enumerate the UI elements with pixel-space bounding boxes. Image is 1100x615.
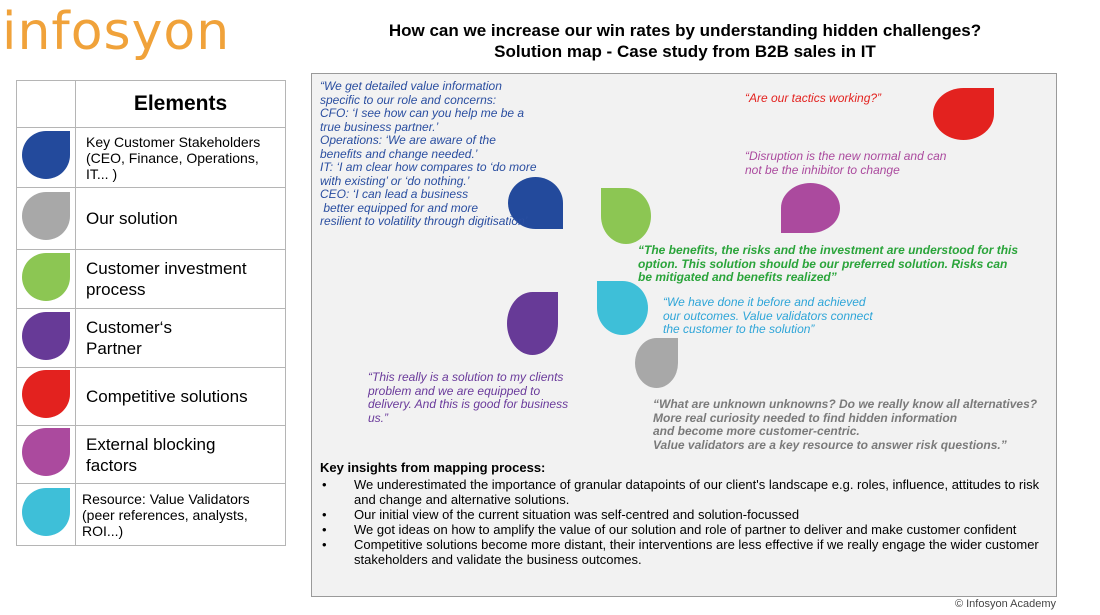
legend-item-our-solution: Our solution (76, 188, 286, 250)
validator-drop-icon (597, 281, 648, 335)
validators-quote: “We have done it before and achieved our outcomes. Value validators connect the customer to the solution” (663, 295, 873, 336)
infosyon-logo: infosyon (2, 2, 231, 62)
legend-header: Elements (76, 81, 286, 128)
competitor-drop-icon (933, 88, 994, 140)
magenta-drop-icon (22, 428, 70, 476)
solution-drop-icon (635, 338, 678, 388)
page-title (330, 20, 1040, 62)
blocking-drop-icon (781, 183, 840, 233)
green-drop-icon (22, 253, 70, 301)
legend-item-blocking: External blocking factors (76, 426, 286, 484)
list-item: • Our initial view of the current situation was self-centred and solution-focussed (320, 507, 1050, 522)
legend-item-competitive: Competitive solutions (76, 368, 286, 426)
key-insights (320, 460, 1050, 567)
insights-heading: Key insights from mapping process: (320, 460, 546, 475)
legend-item-partner: Customer‘s Partner (76, 309, 286, 368)
tactics-quote: “Are our tactics working?” (745, 91, 882, 105)
partner-drop-icon (507, 292, 558, 355)
title-line-2: Solution map - Case study from B2B sales in IT (494, 42, 876, 61)
title-line-1: How can we increase our win rates by understanding hidden challenges? (388, 21, 982, 40)
blue-drop-icon (22, 131, 70, 179)
purple-drop-icon (22, 312, 70, 360)
legend-header-empty-cell (17, 81, 76, 128)
red-drop-icon (22, 370, 70, 418)
legend-item-validators: Resource: Value Validators (peer references, analysts, ROI...) (76, 484, 286, 546)
unknowns-quote: “What are unknown unknowns? Do we really know all alternatives? More real curiosity needed to find hidden information and become more customer-centric. Value validators are a key resource to answer risk questions.” (653, 397, 1038, 452)
insights-list (320, 477, 1050, 567)
legend-item-stakeholders: Key Customer Stakeholders (CEO, Finance, Operations, IT... ) (76, 128, 286, 188)
partner-quote: “This really is a solution to my clients problem and we are equipped to delivery. And this is good for business us.” (368, 370, 569, 425)
legend-item-investment-process: Customer investment process (76, 250, 286, 309)
elements-legend (16, 80, 286, 546)
list-item: • We got ideas on how to amplify the value of our solution and role of partner to deliver and make customer confident (320, 522, 1050, 537)
disruption-quote: “Disruption is the new normal and can not be the inhibitor to change (745, 149, 947, 177)
copyright-notice: © Infosyon Academy (954, 598, 1056, 610)
grey-drop-icon (22, 192, 70, 240)
stakeholders-quote: “We get detailed value information specific to our role and concerns: CFO: ‘I see how can you help me be a true business partner.’ Operations: ‘We are aware of the benefits and change needed.’ IT: ‘I am clear how compares to ‘do more with existing’ or ‘do nothing.’ CEO: ‘I can lead a business better equipped for and more resilient to volatility through digitisation’ (320, 79, 537, 228)
list-item: • Competitive solutions become more distant, their interventions are less effective if we really engage the wider customer stakeholders and validate the business outcomes. (320, 537, 1050, 567)
investment-drop-icon (601, 188, 651, 244)
list-item: • We underestimated the importance of granular datapoints of our client's landscape e.g. roles, influence, attitudes to risk and change and alternative solutions. (320, 477, 1050, 507)
cyan-drop-icon (22, 488, 70, 536)
benefits-quote: “The benefits, the risks and the investment are understood for this option. This solution should be our preferred solution. Risks can be mitigated and benefits realized” (638, 243, 1019, 284)
